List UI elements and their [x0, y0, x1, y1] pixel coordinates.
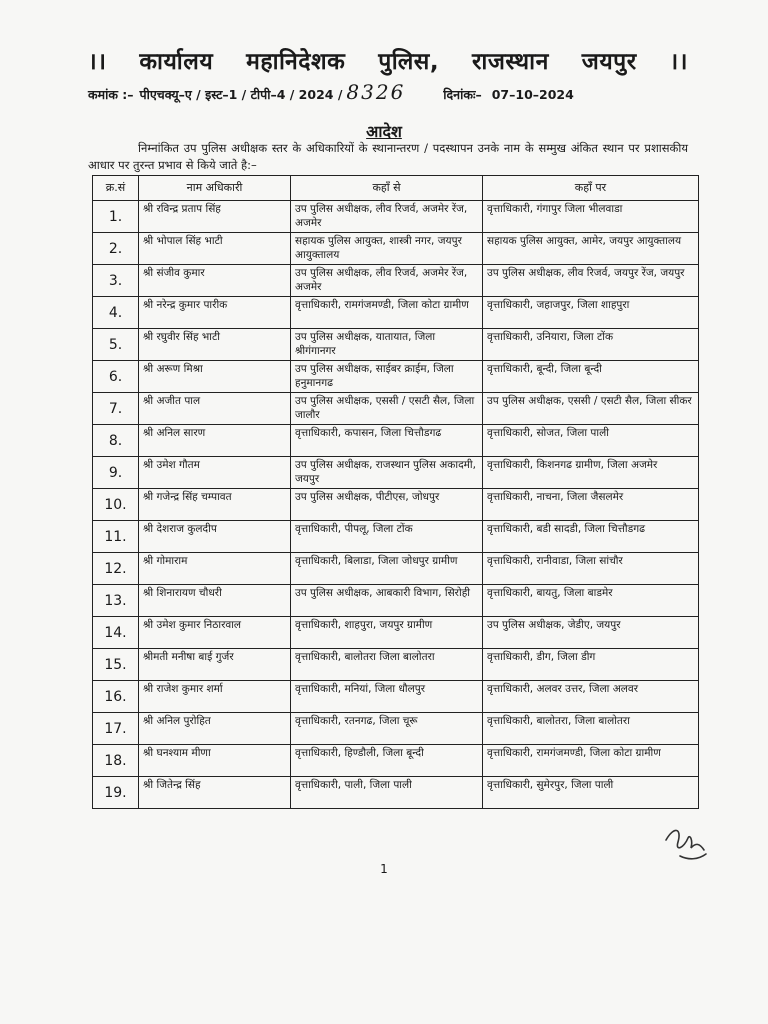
- to-posting-cell: वृत्ताधिकारी, नाचना, जिला जैसलमेर: [483, 489, 699, 521]
- from-posting-cell: उप पुलिस अधीक्षक, राजस्थान पुलिस अकादमी, जयपुर: [291, 457, 483, 489]
- from-posting-cell: वृत्ताधिकारी, रतनगढ, जिला चूरू: [291, 713, 483, 745]
- serial-cell: 11.: [93, 521, 139, 553]
- to-posting-cell: वृत्ताधिकारी, बायतु, जिला बाडमेर: [483, 585, 699, 617]
- to-posting-cell: वृत्ताधिकारी, सुमेरपुर, जिला पाली: [483, 777, 699, 809]
- officer-name-cell: श्री गोमाराम: [139, 553, 291, 585]
- serial-cell: 10.: [93, 489, 139, 521]
- order-date: 07–10–2024: [491, 87, 574, 102]
- transfer-table: [92, 175, 699, 809]
- from-posting-cell: वृत्ताधिकारी, कपासन, जिला चित्तौडगढ: [291, 425, 483, 457]
- header-serial: क्र.सं: [93, 176, 139, 201]
- office-header: [88, 44, 688, 76]
- table-row: [93, 329, 699, 361]
- header-state: राजस्थान: [472, 49, 549, 75]
- from-posting-cell: वृत्ताधिकारी, रामगंजमण्डी, जिला कोटा ग्रामीण: [291, 297, 483, 329]
- table-row: [93, 617, 699, 649]
- to-posting-cell: वृत्ताधिकारी, किशनगढ ग्रामीण, जिला अजमेर: [483, 457, 699, 489]
- officer-name-cell: श्री संजीव कुमार: [139, 265, 291, 297]
- officer-name-cell: श्री रविन्द्र प्रताप सिंह: [139, 201, 291, 233]
- table-row: [93, 489, 699, 521]
- from-posting-cell: उप पुलिस अधीक्षक, यातायात, जिला श्रीगंगानगर: [291, 329, 483, 361]
- to-posting-cell: वृत्ताधिकारी, सोजत, जिला पाली: [483, 425, 699, 457]
- to-posting-cell: वृत्ताधिकारी, जहाजपुर, जिला शाहपुरा: [483, 297, 699, 329]
- table-header-row: [93, 176, 699, 201]
- header-officer-name: नाम अधिकारी: [139, 176, 291, 201]
- serial-cell: 3.: [93, 265, 139, 297]
- header-city: जयपुर: [581, 49, 637, 75]
- officer-name-cell: श्री गजेन्द्र सिंह चम्पावत: [139, 489, 291, 521]
- officer-name-cell: श्री रघुवीर सिंह भाटी: [139, 329, 291, 361]
- serial-cell: 7.: [93, 393, 139, 425]
- header-dept: पुलिस,: [378, 49, 440, 75]
- table-row: [93, 553, 699, 585]
- officer-name-cell: श्री अनिल सारण: [139, 425, 291, 457]
- officer-name-cell: श्री उमेश कुमार निठारवाल: [139, 617, 291, 649]
- table-row: [93, 457, 699, 489]
- officer-name-cell: श्री राजेश कुमार शर्मा: [139, 681, 291, 713]
- header-to: कहाँ पर: [483, 176, 699, 201]
- reference-line: [88, 80, 688, 104]
- header-from: कहाँ से: [291, 176, 483, 201]
- reference-number: पीएचक्यू–ए / इस्ट–1 / टीपी–4 / 2024 /: [139, 87, 343, 102]
- serial-cell: 6.: [93, 361, 139, 393]
- officer-name-cell: श्री अरूण मिश्रा: [139, 361, 291, 393]
- from-posting-cell: उप पुलिस अधीक्षक, लीव रिजर्व, अजमेर रेंज, अजमेर: [291, 201, 483, 233]
- from-posting-cell: वृत्ताधिकारी, शाहपुरा, जयपुर ग्रामीण: [291, 617, 483, 649]
- reference-label: कमांक :–: [88, 87, 134, 102]
- officer-name-cell: श्री जितेन्द्र सिंह: [139, 777, 291, 809]
- from-posting-cell: वृत्ताधिकारी, पाली, जिला पाली: [291, 777, 483, 809]
- table-row: [93, 777, 699, 809]
- serial-cell: 18.: [93, 745, 139, 777]
- from-posting-cell: वृत्ताधिकारी, हिण्डौली, जिला बून्दी: [291, 745, 483, 777]
- to-posting-cell: उप पुलिस अधीक्षक, जेडीए, जयपुर: [483, 617, 699, 649]
- serial-cell: 16.: [93, 681, 139, 713]
- to-posting-cell: वृत्ताधिकारी, गंगापुर जिला भीलवाडा: [483, 201, 699, 233]
- from-posting-cell: वृत्ताधिकारी, मनियां, जिला धौलपुर: [291, 681, 483, 713]
- from-posting-cell: उप पुलिस अधीक्षक, एससी / एसटी सैल, जिला जालौर: [291, 393, 483, 425]
- date-label: दिनांकः–: [443, 87, 482, 102]
- table-row: [93, 393, 699, 425]
- officer-name-cell: श्री शिनारायण चौधरी: [139, 585, 291, 617]
- officer-name-cell: श्री नरेन्द्र कुमार पारीक: [139, 297, 291, 329]
- serial-cell: 12.: [93, 553, 139, 585]
- to-posting-cell: वृत्ताधिकारी, रानीवाडा, जिला सांचौर: [483, 553, 699, 585]
- from-posting-cell: वृत्ताधिकारी, बिलाडा, जिला जोधपुर ग्रामीण: [291, 553, 483, 585]
- header-right-mark: ।।: [669, 49, 688, 75]
- to-posting-cell: उप पुलिस अधीक्षक, लीव रिजर्व, जयपुर रेंज, जयपुर: [483, 265, 699, 297]
- serial-cell: 9.: [93, 457, 139, 489]
- intro-paragraph: निम्नांकित उप पुलिस अधीक्षक स्तर के अधिकारियों के स्थानान्तरण / पदस्थापन उनके नाम के सम्मुख अंकित स्थान पर प्रशासकीय आधार पर तुरन्त प्रभाव से किये जाते है:–: [88, 141, 688, 172]
- table-row: [93, 521, 699, 553]
- table-row: [93, 233, 699, 265]
- serial-cell: 1.: [93, 201, 139, 233]
- from-posting-cell: सहायक पुलिस आयुक्त, शास्त्री नगर, जयपुर आयुक्तालय: [291, 233, 483, 265]
- from-posting-cell: उप पुलिस अधीक्षक, आबकारी विभाग, सिरोही: [291, 585, 483, 617]
- officer-name-cell: श्री देशराज कुलदीप: [139, 521, 291, 553]
- serial-cell: 4.: [93, 297, 139, 329]
- to-posting-cell: वृत्ताधिकारी, अलवर उत्तर, जिला अलवर: [483, 681, 699, 713]
- serial-cell: 17.: [93, 713, 139, 745]
- header-left-mark: ।।: [88, 49, 107, 75]
- serial-cell: 5.: [93, 329, 139, 361]
- header-office: कार्यालय: [139, 49, 214, 75]
- to-posting-cell: वृत्ताधिकारी, बून्दी, जिला बून्दी: [483, 361, 699, 393]
- officer-name-cell: श्रीमती मनीषा बाई गुर्जर: [139, 649, 291, 681]
- page-number: 1: [380, 862, 388, 876]
- from-posting-cell: उप पुलिस अधीक्षक, लीव रिजर्व, अजमेर रेंज, अजमेर: [291, 265, 483, 297]
- header-title: महानिदेशक: [246, 49, 346, 75]
- from-posting-cell: उप पुलिस अधीक्षक, पीटीएस, जोधपुर: [291, 489, 483, 521]
- table-row: [93, 649, 699, 681]
- handwritten-dispatch-number: 8326: [346, 80, 406, 104]
- table-row: [93, 745, 699, 777]
- serial-cell: 13.: [93, 585, 139, 617]
- table-row: [93, 297, 699, 329]
- table-row: [93, 361, 699, 393]
- officer-name-cell: श्री उमेश गौतम: [139, 457, 291, 489]
- to-posting-cell: वृत्ताधिकारी, रामगंजमण्डी, जिला कोटा ग्रामीण: [483, 745, 699, 777]
- serial-cell: 2.: [93, 233, 139, 265]
- table-row: [93, 713, 699, 745]
- table-row: [93, 681, 699, 713]
- table-row: [93, 201, 699, 233]
- officer-name-cell: श्री घनश्याम मीणा: [139, 745, 291, 777]
- serial-cell: 8.: [93, 425, 139, 457]
- table-row: [93, 425, 699, 457]
- serial-cell: 19.: [93, 777, 139, 809]
- to-posting-cell: वृत्ताधिकारी, उनियारा, जिला टोंक: [483, 329, 699, 361]
- from-posting-cell: उप पुलिस अधीक्षक, साईबर क्राईम, जिला हनुमानगढ: [291, 361, 483, 393]
- serial-cell: 15.: [93, 649, 139, 681]
- signature: [660, 818, 710, 864]
- table-row: [93, 585, 699, 617]
- to-posting-cell: वृत्ताधिकारी, बडी सादडी, जिला चित्तौडगढ: [483, 521, 699, 553]
- officer-name-cell: श्री अनिल पुरोहित: [139, 713, 291, 745]
- order-title: आदेश: [366, 122, 402, 141]
- to-posting-cell: उप पुलिस अधीक्षक, एससी / एसटी सैल, जिला सीकर: [483, 393, 699, 425]
- serial-cell: 14.: [93, 617, 139, 649]
- from-posting-cell: वृत्ताधिकारी, बालोतरा जिला बालोतरा: [291, 649, 483, 681]
- from-posting-cell: वृत्ताधिकारी, पीपलू, जिला टोंक: [291, 521, 483, 553]
- table-row: [93, 265, 699, 297]
- to-posting-cell: सहायक पुलिस आयुक्त, आमेर, जयपुर आयुक्तालय: [483, 233, 699, 265]
- to-posting-cell: वृत्ताधिकारी, बालोतरा, जिला बालोतरा: [483, 713, 699, 745]
- to-posting-cell: वृत्ताधिकारी, डीग, जिला डीग: [483, 649, 699, 681]
- officer-name-cell: श्री भोपाल सिंह भाटी: [139, 233, 291, 265]
- officer-name-cell: श्री अजीत पाल: [139, 393, 291, 425]
